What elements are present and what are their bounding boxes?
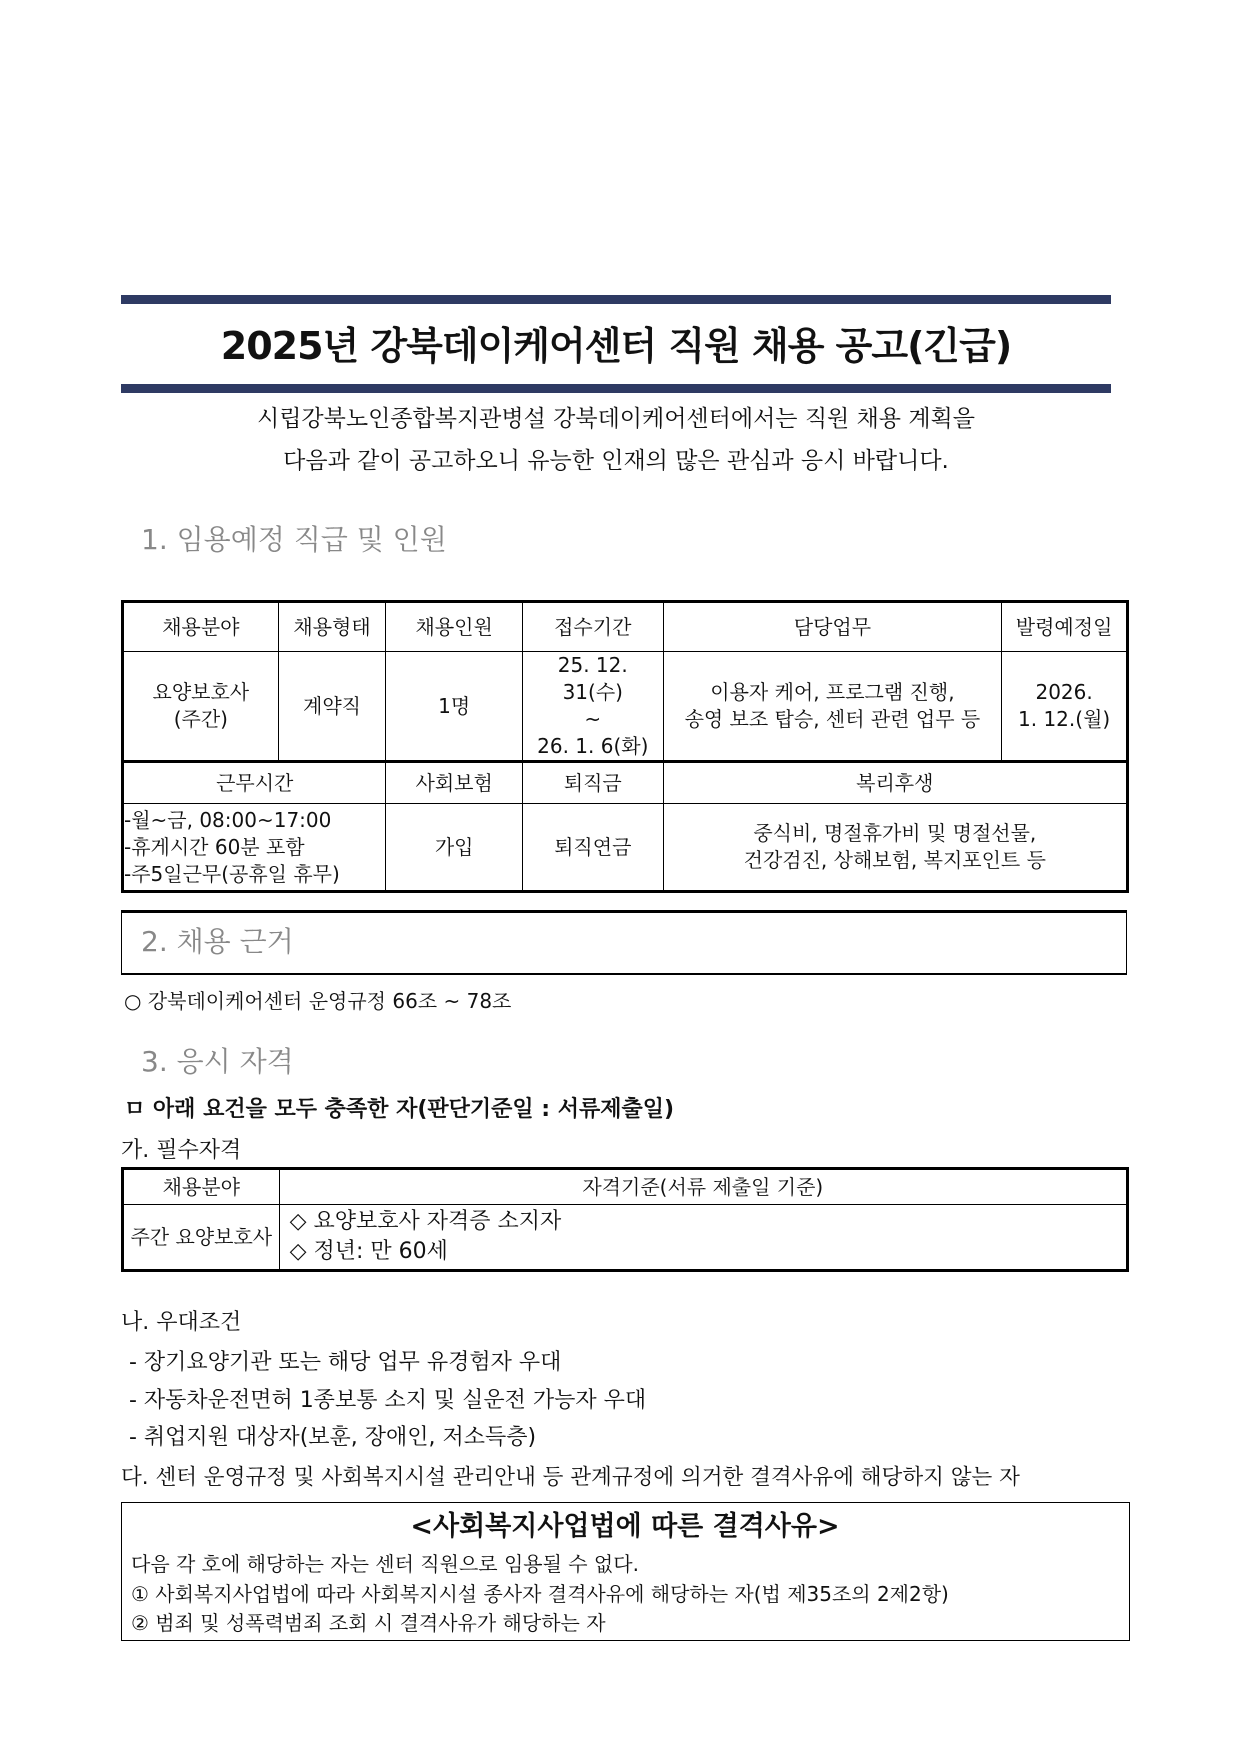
disqualification-line: 다음 각 호에 해당하는 자는 센터 직원으로 임용될 수 없다. [131, 1552, 639, 1576]
section-1-heading: 1. 임용예정 직급 및 인원 [141, 523, 447, 556]
page-title: 2025년 강북데이케어센터 직원 채용 공고(긴급) [220, 324, 1012, 368]
title-bottom-bar [121, 384, 1111, 393]
field-line: 요양보호사 [152, 680, 250, 704]
welfare-line: 건강검진, 상해보험, 복지포인트 등 [743, 848, 1046, 872]
header-cell: 채용분야 [123, 1169, 280, 1205]
welfare-cell [663, 804, 1127, 892]
position-table [121, 600, 1129, 893]
duty-line: 송영 보조 탑승, 센터 관련 업무 등 [684, 707, 981, 731]
date-line: 2026. [1035, 680, 1093, 704]
period-line: 26. 1. 6(화) [537, 734, 649, 758]
header-cell: 채용인원 [386, 602, 523, 652]
qualification-row [123, 1205, 1128, 1271]
hours-line: -월~금, 08:00~17:00 [124, 807, 332, 832]
required-label: 가. 필수자격 [121, 1138, 242, 1163]
date-cell [1002, 652, 1128, 762]
header-cell: 접수기간 [522, 602, 663, 652]
hours-line: -휴게시간 60분 포함 [124, 834, 305, 859]
field-line: (주간) [173, 707, 228, 731]
hours-cell [123, 804, 386, 892]
preferred-item: - 취업지원 대상자(보훈, 장애인, 저소득층) [129, 1425, 537, 1450]
title-top-bar [121, 295, 1111, 304]
qualification-header-row [123, 1169, 1128, 1205]
preferred-item: - 장기요양기관 또는 해당 업무 유경험자 우대 [129, 1350, 562, 1375]
insurance-cell: 가입 [386, 804, 523, 892]
duty-line: 이용자 케어, 프로그램 진행, [710, 680, 955, 704]
disqualification-line: ① 사회복지사업법에 따라 사회복지시설 종사자 결격사유에 해당하는 자(법 제35조의 2제2항) [131, 1582, 949, 1606]
header-cell: 퇴직금 [522, 762, 663, 804]
type-cell: 계약직 [278, 652, 386, 762]
period-cell [522, 652, 663, 762]
date-line: 1. 12.(월) [1018, 707, 1111, 731]
header-cell: 복리후생 [663, 762, 1127, 804]
section-2-text: ○ 강북데이케어센터 운영규정 66조 ~ 78조 [124, 989, 512, 1013]
criteria-line: ◇ 요양보호사 자격증 소지자 [289, 1209, 562, 1235]
field-cell [123, 652, 279, 762]
period-line: 25. 12. 31(수) [557, 653, 628, 704]
header-cell: 담당업무 [663, 602, 1002, 652]
header-cell: 채용형태 [278, 602, 386, 652]
qualification-criteria-cell [279, 1205, 1127, 1271]
section-3-heading: 3. 응시 자격 [141, 1045, 294, 1078]
header-cell: 채용분야 [123, 602, 279, 652]
hours-line: -주5일근무(공휴일 휴무) [124, 861, 340, 886]
disqualification-line: ② 범죄 및 성폭력범죄 조회 시 결격사유가 해당하는 자 [131, 1611, 606, 1635]
count-cell: 1명 [386, 652, 523, 762]
criteria-line: ◇ 정년: 만 60세 [289, 1239, 448, 1264]
position-table-header-row-2 [123, 762, 1128, 804]
preferred-item: - 자동차운전면허 1종보통 소지 및 실운전 가능자 우대 [129, 1388, 647, 1413]
disqualification-label: 다. 센터 운영규정 및 사회복지시설 관리안내 등 관계규정에 의거한 결격사유에 해당하지 않는 자 [121, 1465, 1020, 1490]
intro-line-1: 시립강북노인종합복지관병설 강북데이케어센터에서는 직원 채용 계획을 [256, 406, 975, 432]
section-2-heading: 2. 채용 근거 [141, 925, 294, 958]
duty-cell [663, 652, 1002, 762]
qualification-table [121, 1167, 1129, 1272]
position-table-header-row [123, 602, 1128, 652]
header-cell: 근무시간 [123, 762, 386, 804]
header-cell: 발령예정일 [1002, 602, 1128, 652]
intro-line-2: 다음과 같이 공고하오니 유능한 인재의 많은 관심과 응시 바랍니다. [283, 448, 949, 474]
header-cell: 사회보험 [386, 762, 523, 804]
welfare-line: 중식비, 명절휴가비 및 명절선물, [753, 821, 1037, 845]
section-3-subheading: ㅁ 아래 요건을 모두 충족한 자(판단기준일 : 서류제출일) [124, 1097, 675, 1122]
severance-cell: 퇴직연금 [522, 804, 663, 892]
header-cell: 자격기준(서류 제출일 기준) [279, 1169, 1127, 1205]
preferred-label: 나. 우대조건 [121, 1310, 242, 1335]
position-table-row-2 [123, 804, 1128, 892]
position-table-row [123, 652, 1128, 762]
disqualification-box-title: <사회복지사업법에 따른 결격사유> [410, 1511, 840, 1542]
period-line: ~ [584, 707, 602, 731]
qualification-field-cell: 주간 요양보호사 [123, 1205, 280, 1271]
